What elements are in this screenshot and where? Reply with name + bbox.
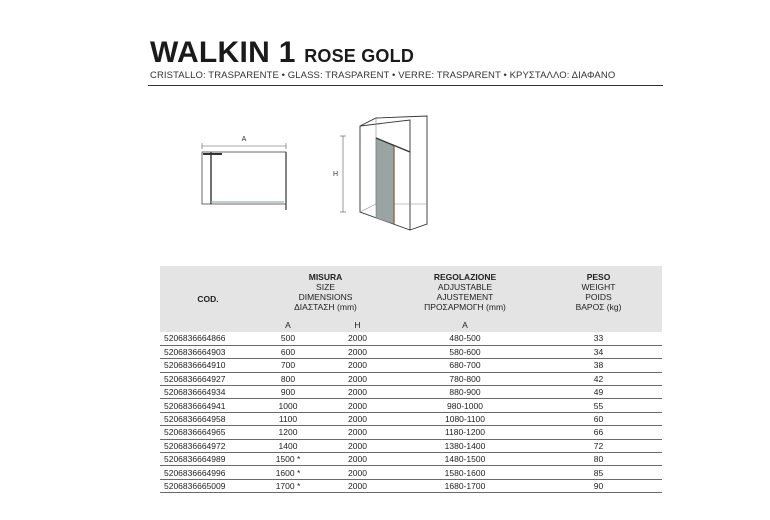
header-adjustable: REGOLAZIONE ADJUSTABLE AJUSTEMENT ΠΡΟΣΑΡΜΟΓΗ (mm) <box>395 266 535 318</box>
cell-width-a: 1600 * <box>256 466 320 479</box>
cell-width-a: 1700 * <box>256 479 320 492</box>
table-row <box>160 359 662 372</box>
table-row <box>160 345 662 358</box>
cell-weight: 72 <box>535 439 662 452</box>
product-title <box>150 36 414 70</box>
cell-code: 5206836664996 <box>160 466 256 479</box>
front-view-drawing <box>330 112 440 234</box>
table-row <box>160 386 662 399</box>
cell-adjustable: 480-500 <box>395 332 535 345</box>
cell-code: 5206836664972 <box>160 439 256 452</box>
cell-height-h: 2000 <box>320 399 395 412</box>
cell-width-a: 1100 <box>256 412 320 425</box>
cell-weight: 80 <box>535 453 662 466</box>
cell-adjustable: 1680-1700 <box>395 479 535 492</box>
title-main: WALKIN 1 <box>150 36 296 69</box>
cell-code: 5206836664965 <box>160 426 256 439</box>
cell-code: 5206836664903 <box>160 345 256 358</box>
cell-weight: 34 <box>535 345 662 358</box>
table-row <box>160 439 662 452</box>
table-row <box>160 412 662 425</box>
cell-weight: 33 <box>535 332 662 345</box>
header-weight: PESO WEIGHT POIDS ΒΑΡΟΣ (kg) <box>535 266 662 318</box>
front-height-label: H <box>333 171 339 178</box>
table-body <box>160 332 662 493</box>
cell-adjustable: 680-700 <box>395 359 535 372</box>
cell-weight: 55 <box>535 399 662 412</box>
table-row <box>160 332 662 345</box>
table-row <box>160 479 662 492</box>
cell-weight: 90 <box>535 479 662 492</box>
table-row <box>160 426 662 439</box>
cell-height-h: 2000 <box>320 359 395 372</box>
cell-width-a: 1500 * <box>256 453 320 466</box>
cell-width-a: 1400 <box>256 439 320 452</box>
cell-height-h: 2000 <box>320 439 395 452</box>
header-code: COD. <box>160 266 256 332</box>
cell-code: 5206836664910 <box>160 359 256 372</box>
plan-view-drawing <box>196 132 296 214</box>
cell-code: 5206836665009 <box>160 479 256 492</box>
cell-weight: 85 <box>535 466 662 479</box>
title-divider <box>148 85 663 86</box>
cell-height-h: 2000 <box>320 372 395 385</box>
cell-code: 5206836664934 <box>160 386 256 399</box>
cell-code: 5206836664866 <box>160 332 256 345</box>
dimensions-table <box>160 266 662 493</box>
cell-weight: 42 <box>535 372 662 385</box>
subheader-weight <box>535 318 662 332</box>
table-header-row <box>160 266 662 318</box>
cell-adjustable: 1080-1100 <box>395 412 535 425</box>
cell-width-a: 1200 <box>256 426 320 439</box>
cell-adjustable: 980-1000 <box>395 399 535 412</box>
cell-adjustable: 880-900 <box>395 386 535 399</box>
cell-width-a: 800 <box>256 372 320 385</box>
cell-width-a: 600 <box>256 345 320 358</box>
cell-adjustable: 780-800 <box>395 372 535 385</box>
cell-weight: 60 <box>535 412 662 425</box>
glass-subtitle: CRISTALLO: TRASPARENTE • GLASS: TRASPARENT • VERRE: TRASPARENT • ΚΡΥΣΤΑΛΛΟ: ΔΙΑΦΑΝΟ <box>150 70 616 81</box>
subheader-adj-a: A <box>395 318 535 332</box>
cell-adjustable: 1480-1500 <box>395 453 535 466</box>
cell-width-a: 500 <box>256 332 320 345</box>
cell-code: 5206836664927 <box>160 372 256 385</box>
cell-code: 5206836664989 <box>160 453 256 466</box>
cell-code: 5206836664941 <box>160 399 256 412</box>
subheader-h: H <box>320 318 395 332</box>
cell-weight: 66 <box>535 426 662 439</box>
cell-weight: 49 <box>535 386 662 399</box>
cell-height-h: 2000 <box>320 466 395 479</box>
cell-width-a: 1000 <box>256 399 320 412</box>
header-size: MISURA SIZE DIMENSIONS ΔΙΑΣΤΑΣΗ (mm) <box>256 266 395 318</box>
table-row <box>160 372 662 385</box>
cell-width-a: 700 <box>256 359 320 372</box>
cell-adjustable: 1380-1400 <box>395 439 535 452</box>
cell-height-h: 2000 <box>320 332 395 345</box>
cell-height-h: 2000 <box>320 345 395 358</box>
table-row <box>160 399 662 412</box>
cell-adjustable: 1580-1600 <box>395 466 535 479</box>
cell-height-h: 2000 <box>320 426 395 439</box>
subheader-a: A <box>256 318 320 332</box>
cell-height-h: 2000 <box>320 386 395 399</box>
plan-width-label: A <box>241 136 247 143</box>
cell-weight: 38 <box>535 359 662 372</box>
cell-code: 5206836664958 <box>160 412 256 425</box>
cell-height-h: 2000 <box>320 479 395 492</box>
cell-adjustable: 1180-1200 <box>395 426 535 439</box>
table-row <box>160 466 662 479</box>
cell-height-h: 2000 <box>320 412 395 425</box>
cell-height-h: 2000 <box>320 453 395 466</box>
title-finish: ROSE GOLD <box>304 46 415 66</box>
table-row <box>160 453 662 466</box>
cell-width-a: 900 <box>256 386 320 399</box>
cell-adjustable: 580-600 <box>395 345 535 358</box>
